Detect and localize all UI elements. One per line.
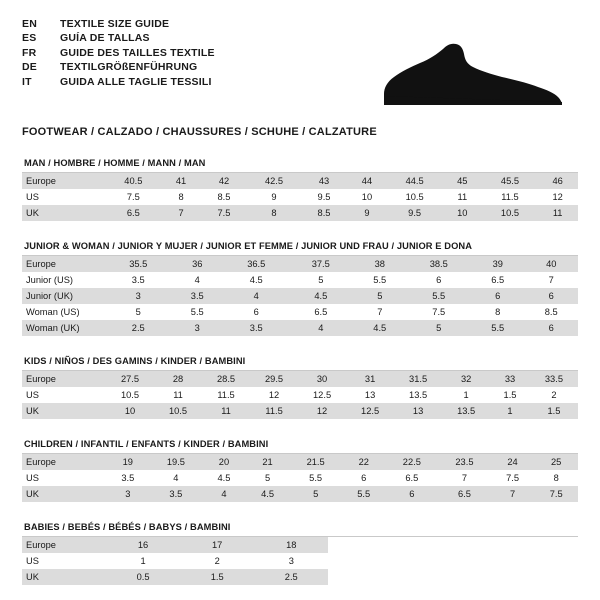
row-label: Europe	[22, 537, 106, 553]
size-table	[22, 454, 578, 502]
size-cell: 5	[407, 320, 472, 336]
size-cell: 5	[289, 486, 342, 502]
language-title: GUÍA DE TALLAS	[60, 32, 150, 45]
size-cell: 6	[224, 304, 289, 320]
size-cell: 23.5	[438, 454, 491, 470]
size-cell: 7.5	[534, 486, 578, 502]
size-cell: 4	[150, 470, 203, 486]
size-cell-empty	[328, 553, 364, 569]
size-cell: 7.5	[491, 470, 535, 486]
size-cell: 6	[524, 320, 578, 336]
size-cell: 5	[289, 272, 354, 288]
size-cell: 24	[491, 454, 535, 470]
table-row	[22, 189, 578, 205]
language-row	[22, 47, 215, 61]
size-cell-empty	[364, 553, 400, 569]
row-label: US	[22, 189, 106, 205]
size-cell: 45.5	[483, 173, 538, 189]
size-cell: 1	[442, 387, 490, 403]
language-row	[22, 61, 215, 75]
size-cell: 22	[342, 454, 386, 470]
size-cell: 3	[171, 320, 224, 336]
size-cell: 4	[171, 272, 224, 288]
size-cell: 1	[106, 553, 180, 569]
size-cell: 11	[202, 403, 250, 419]
row-label: UK	[22, 569, 106, 585]
size-cell: 9.5	[387, 205, 442, 221]
size-cell: 11.5	[483, 189, 538, 205]
size-cell: 5.5	[342, 486, 386, 502]
size-cell: 3.5	[171, 288, 224, 304]
size-cell: 43	[301, 173, 346, 189]
group-title: BABIES / BEBÉS / BÉBÉS / BABYS / BAMBINI	[24, 522, 231, 532]
size-cell: 9	[347, 205, 388, 221]
row-label: Woman (US)	[22, 304, 106, 320]
size-table	[22, 173, 578, 221]
language-row	[22, 18, 215, 32]
language-code: ES	[22, 32, 37, 45]
size-cell: 28	[154, 371, 202, 387]
size-cell: 32	[442, 371, 490, 387]
size-cell: 9.5	[301, 189, 346, 205]
size-cell: 4.5	[224, 272, 289, 288]
size-cell-empty	[471, 569, 507, 585]
size-cell: 7	[353, 304, 406, 320]
size-cell: 8	[534, 470, 578, 486]
size-cell: 1.5	[530, 403, 578, 419]
size-table-body	[22, 371, 578, 419]
size-cell: 8.5	[201, 189, 246, 205]
size-cell: 31.5	[394, 371, 442, 387]
size-cell: 35.5	[106, 256, 171, 272]
size-cell: 33.5	[530, 371, 578, 387]
size-cell: 45	[442, 173, 483, 189]
size-cell: 38	[353, 256, 406, 272]
size-cell: 13	[346, 387, 394, 403]
size-cell: 12	[298, 403, 346, 419]
size-group-children	[22, 439, 578, 502]
size-cell: 7	[161, 205, 202, 221]
size-cell: 8	[471, 304, 524, 320]
size-cell: 28.5	[202, 371, 250, 387]
size-cell: 4.5	[246, 486, 290, 502]
size-cell: 4	[224, 288, 289, 304]
page-header	[22, 18, 578, 112]
size-cell: 10.5	[483, 205, 538, 221]
size-cell-empty	[400, 553, 436, 569]
size-cell: 6	[407, 272, 472, 288]
size-cell: 6.5	[289, 304, 354, 320]
size-cell: 5	[106, 304, 171, 320]
language-code: IT	[22, 75, 32, 88]
size-cell: 5.5	[353, 272, 406, 288]
table-row	[22, 288, 578, 304]
size-group-man	[22, 158, 578, 221]
size-cell: 7.5	[106, 189, 161, 205]
row-label: Europe	[22, 173, 106, 189]
size-cell: 25	[534, 454, 578, 470]
size-cell: 6.5	[471, 272, 524, 288]
size-cell-empty	[507, 569, 543, 585]
size-cell: 3.5	[106, 272, 171, 288]
size-cell: 17	[180, 537, 254, 553]
row-label: UK	[22, 403, 106, 419]
size-cell: 31	[346, 371, 394, 387]
size-cell: 2	[530, 387, 578, 403]
size-cell: 18	[254, 537, 328, 553]
size-table	[22, 256, 578, 336]
size-cell: 44	[347, 173, 388, 189]
size-cell: 13	[394, 403, 442, 419]
size-cell-empty	[328, 537, 364, 553]
size-cell: 7.5	[201, 205, 246, 221]
size-cell: 11.5	[250, 403, 298, 419]
dress-shoe-illustration	[378, 32, 568, 112]
size-cell: 5.5	[289, 470, 342, 486]
size-cell: 19.5	[150, 454, 203, 470]
size-cell: 4.5	[202, 470, 246, 486]
size-cell: 42.5	[247, 173, 302, 189]
size-cell: 7.5	[407, 304, 472, 320]
size-cell: 12.5	[346, 403, 394, 419]
size-cell: 3	[106, 288, 171, 304]
size-cell: 2	[180, 553, 254, 569]
size-cell-empty	[542, 569, 578, 585]
size-cell: 1.5	[490, 387, 530, 403]
size-cell: 40.5	[106, 173, 161, 189]
size-cell: 7	[491, 486, 535, 502]
size-cell: 30	[298, 371, 346, 387]
size-table-body	[22, 256, 578, 336]
size-cell: 13.5	[442, 403, 490, 419]
size-cell: 10.5	[387, 189, 442, 205]
size-cell: 0.5	[106, 569, 180, 585]
size-cell: 4.5	[289, 288, 354, 304]
size-cell: 11	[154, 387, 202, 403]
size-cell: 13.5	[394, 387, 442, 403]
size-cell: 8	[247, 205, 302, 221]
size-cell-empty	[507, 553, 543, 569]
size-cell: 3	[106, 486, 150, 502]
language-title-list-body	[22, 18, 215, 90]
size-cell-empty	[435, 537, 471, 553]
language-row	[22, 76, 215, 90]
size-cell: 29.5	[250, 371, 298, 387]
size-cell-empty	[400, 537, 436, 553]
row-label: Junior (US)	[22, 272, 106, 288]
size-table-body	[22, 173, 578, 221]
language-title: TEXTILGRÖßENFÜHRUNG	[60, 61, 198, 74]
dress-shoe-icon	[378, 32, 568, 112]
group-title: CHILDREN / INFANTIL / ENFANTS / KINDER / BAMBINI	[24, 439, 269, 449]
size-cell-empty	[471, 537, 507, 553]
table-row	[22, 403, 578, 419]
size-cell: 8	[161, 189, 202, 205]
size-cell: 11	[537, 205, 578, 221]
language-title: GUIDE DES TAILLES TEXTILE	[60, 46, 215, 59]
size-cell: 12.5	[298, 387, 346, 403]
size-cell: 3.5	[106, 470, 150, 486]
size-cell: 6	[524, 288, 578, 304]
table-row	[22, 304, 578, 320]
row-label: Europe	[22, 371, 106, 387]
size-cell-empty	[542, 553, 578, 569]
size-table	[22, 537, 578, 585]
size-cell-empty	[364, 569, 400, 585]
size-cell: 3	[254, 553, 328, 569]
table-row	[22, 387, 578, 403]
table-row	[22, 486, 578, 502]
size-cell-empty	[400, 569, 436, 585]
size-cell: 11.5	[202, 387, 250, 403]
size-cell: 5.5	[471, 320, 524, 336]
size-cell: 12	[250, 387, 298, 403]
size-cell: 12	[537, 189, 578, 205]
size-cell: 10.5	[106, 387, 154, 403]
language-code: FR	[22, 46, 37, 59]
size-cell: 5	[246, 470, 290, 486]
size-cell: 41	[161, 173, 202, 189]
size-cell: 6.5	[106, 205, 161, 221]
size-cell: 10	[442, 205, 483, 221]
table-row	[22, 454, 578, 470]
table-row	[22, 205, 578, 221]
size-cell: 38.5	[407, 256, 472, 272]
size-cell: 36.5	[224, 256, 289, 272]
size-cell: 33	[490, 371, 530, 387]
size-cell: 10	[347, 189, 388, 205]
size-cell: 22.5	[386, 454, 439, 470]
table-row	[22, 320, 578, 336]
language-title: GUIDA ALLE TAGLIE TESSILI	[60, 75, 212, 88]
size-cell: 6	[342, 470, 386, 486]
size-cell: 4.5	[353, 320, 406, 336]
language-code: DE	[22, 61, 37, 74]
size-cell: 11	[442, 189, 483, 205]
size-cell: 44.5	[387, 173, 442, 189]
row-label: US	[22, 553, 106, 569]
size-cell: 10	[106, 403, 154, 419]
size-cell: 2.5	[106, 320, 171, 336]
language-code: EN	[22, 18, 37, 30]
size-cell: 4	[202, 486, 246, 502]
size-cell: 3.5	[224, 320, 289, 336]
size-cell-empty	[364, 537, 400, 553]
size-cell: 3.5	[150, 486, 203, 502]
row-label: Woman (UK)	[22, 320, 106, 336]
size-cell: 2.5	[254, 569, 328, 585]
table-row	[22, 272, 578, 288]
table-row	[22, 173, 578, 189]
language-row	[22, 32, 215, 46]
size-cell: 39	[471, 256, 524, 272]
size-cell: 19	[106, 454, 150, 470]
row-label: UK	[22, 205, 106, 221]
size-cell: 20	[202, 454, 246, 470]
size-cell: 8.5	[524, 304, 578, 320]
size-cell-empty	[328, 569, 364, 585]
size-cell: 6	[386, 486, 439, 502]
size-cell: 46	[537, 173, 578, 189]
row-label: UK	[22, 486, 106, 502]
size-cell: 7	[438, 470, 491, 486]
table-row	[22, 569, 578, 585]
row-label: US	[22, 387, 106, 403]
size-cell: 42	[201, 173, 246, 189]
group-title: KIDS / NIÑOS / DES GAMINS / KINDER / BAMBINI	[24, 356, 246, 366]
size-cell: 10.5	[154, 403, 202, 419]
size-cell: 8.5	[301, 205, 346, 221]
table-row	[22, 371, 578, 387]
category-title: FOOTWEAR / CALZADO / CHAUSSURES / SCHUHE / CALZATURE	[22, 126, 377, 138]
size-group-babies	[22, 522, 578, 585]
size-cell-empty	[435, 569, 471, 585]
size-cell-empty	[507, 537, 543, 553]
language-title: TEXTILE SIZE GUIDE	[60, 18, 170, 30]
row-label: US	[22, 470, 106, 486]
size-cell: 9	[247, 189, 302, 205]
size-cell: 27.5	[106, 371, 154, 387]
size-cell: 16	[106, 537, 180, 553]
size-cell: 36	[171, 256, 224, 272]
table-row	[22, 537, 578, 553]
table-row	[22, 470, 578, 486]
size-cell: 7	[524, 272, 578, 288]
size-cell: 6.5	[386, 470, 439, 486]
size-cell: 21	[246, 454, 290, 470]
row-label: Junior (UK)	[22, 288, 106, 304]
size-cell: 1	[490, 403, 530, 419]
size-group-junior-woman	[22, 241, 578, 336]
table-row	[22, 256, 578, 272]
size-table	[22, 371, 578, 419]
size-group-kids	[22, 356, 578, 419]
size-cell-empty	[471, 553, 507, 569]
group-title: MAN / HOMBRE / HOMME / MANN / MAN	[24, 158, 206, 168]
size-cell: 6.5	[438, 486, 491, 502]
size-cell: 4	[289, 320, 354, 336]
table-row	[22, 553, 578, 569]
size-table-body	[22, 454, 578, 502]
size-cell: 5.5	[171, 304, 224, 320]
size-table-body	[22, 537, 578, 585]
size-cell: 5.5	[407, 288, 472, 304]
group-title: JUNIOR & WOMAN / JUNIOR Y MUJER / JUNIOR ET FEMME / JUNIOR UND FRAU / JUNIOR E DONA	[24, 241, 473, 251]
size-cell: 21.5	[289, 454, 342, 470]
row-label: Europe	[22, 256, 106, 272]
size-cell: 6	[471, 288, 524, 304]
size-cell: 40	[524, 256, 578, 272]
size-cell-empty	[542, 537, 578, 553]
language-title-list	[22, 18, 215, 90]
row-label: Europe	[22, 454, 106, 470]
size-cell: 37.5	[289, 256, 354, 272]
size-cell: 1.5	[180, 569, 254, 585]
size-cell: 5	[353, 288, 406, 304]
size-cell-empty	[435, 553, 471, 569]
